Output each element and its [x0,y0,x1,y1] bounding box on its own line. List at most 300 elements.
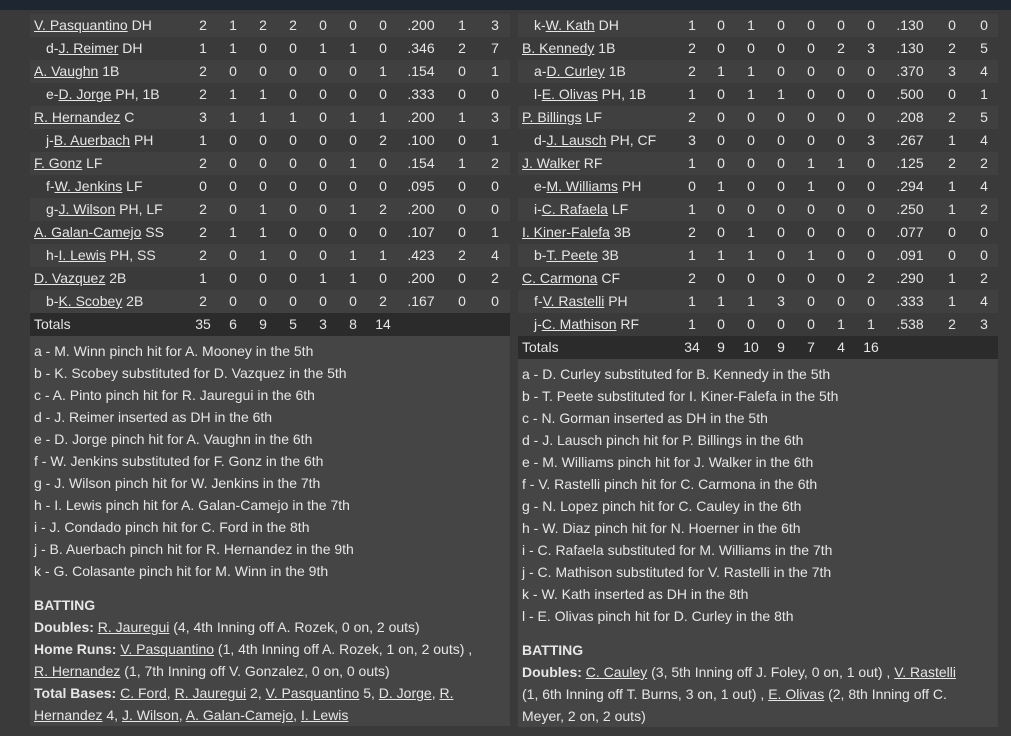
stat-cell: 0 [980,17,988,33]
sub-prefix: k- [534,17,546,33]
stat-cell: .091 [896,247,924,263]
stat-cell: 1 [349,155,357,171]
stat-cell: 0 [837,132,845,148]
stat-cell: 1 [349,40,357,56]
stat-cell: .208 [896,109,924,125]
player-cell [518,267,678,290]
stat-cell: 1 [747,17,755,33]
stat-cell: 2 [980,270,988,286]
stat-cell: .290 [896,270,924,286]
stat-cell: 1 [319,270,327,286]
stat-cell: 2 [458,247,466,263]
stat-cell: 0 [688,178,696,194]
sub-prefix: f- [46,178,55,194]
position: PH, 1B [111,86,160,102]
player-link[interactable]: V. Rastelli [542,293,605,309]
player-link[interactable]: P. Billings [522,109,582,125]
home-batting-table [30,14,510,336]
stat-cell: 0 [948,86,956,102]
doubles-line: Doubles: C. Cauley (3, 5th Inning off J. Foley, 0 on, 1 out) , V. Rastelli (1, 6th Inning off T. Burns, 3 on, 1 out) , E. Olivas (2, 8th Inning off C. Meyer, 2 on, 2 outs) [522,664,956,724]
player-link[interactable]: A. Galan-Camejo [185,707,294,723]
stat-cell: 0 [717,17,725,33]
stat-cell: 1 [199,132,207,148]
stat-cell: 0 [229,155,237,171]
stat-cell: 1 [688,316,696,332]
totals-cell [444,313,480,336]
stat-cell: 0 [458,132,466,148]
stat-cell: 0 [717,201,725,217]
stat-cell: 1 [717,247,725,263]
player-link[interactable]: V. Pasquantino [265,685,360,701]
stat-cell: 0 [837,270,845,286]
away-batting-section [518,629,998,727]
totals-cell: 8 [349,316,357,332]
stat-cell: 3 [491,17,499,33]
player-link[interactable]: J. Walker [522,155,580,171]
stat-cell: .077 [896,224,924,240]
stat-cell: 0 [289,155,297,171]
player-row [518,198,998,221]
stat-cell: 2 [948,155,956,171]
batting-header: BATTING [34,597,96,613]
stat-cell: 0 [458,63,466,79]
player-row [30,60,510,83]
player-link[interactable]: V. Pasquantino [34,17,128,33]
substitution-note: g - N. Lopez pinch hit for C. Cauley in the 6th [522,498,802,514]
stat-cell: 0 [259,155,267,171]
stat-cell: 0 [807,40,815,56]
player-link[interactable]: B. Kennedy [522,40,595,56]
player-row [518,14,998,37]
player-row [518,290,998,313]
stat-cell: 1 [747,86,755,102]
player-link[interactable]: V. Rastelli [894,664,956,680]
stat-cell: 0 [319,224,327,240]
substitution-note: l - E. Olivas pinch hit for D. Curley in the 8th [522,608,794,624]
player-link[interactable]: A. Vaughn [34,63,99,79]
stat-cell: .100 [407,132,435,148]
stat-cell: 0 [807,224,815,240]
player-link[interactable]: W. Jenkins [54,178,123,194]
stat-cell: 0 [289,86,297,102]
player-cell [30,267,188,290]
position: PH, 1B [597,86,647,102]
stat-cell: 1 [199,270,207,286]
stat-cell: 0 [289,178,297,194]
player-row [30,83,510,106]
position: RF [579,155,603,171]
stat-cell: 2 [688,109,696,125]
stat-cell: 0 [837,247,845,263]
stat-cell: 0 [867,63,875,79]
player-row [30,290,510,313]
player-link[interactable]: I. Lewis [58,247,106,263]
player-link[interactable]: R. Jauregui [174,685,247,701]
stat-cell: 0 [867,155,875,171]
player-link[interactable]: W. Kath [545,17,595,33]
stat-cell: 1 [807,155,815,171]
stat-cell: 0 [289,293,297,309]
stat-cell: 0 [777,201,785,217]
stat-cell: .154 [407,63,435,79]
stat-cell: 1 [491,63,499,79]
substitution-note: a - D. Curley substituted for B. Kennedy in the 5th [522,366,831,382]
stat-cell: .125 [896,155,924,171]
stat-cell: 1 [948,270,956,286]
stat-cell: 0 [319,63,327,79]
sub-prefix: a- [534,63,547,79]
stat-cell: 0 [837,63,845,79]
stat-cell: 2 [491,155,499,171]
totals-row [518,336,998,359]
stat-cell: 1 [319,40,327,56]
totals-cell: 34 [684,339,700,355]
totals-row [30,313,510,336]
player-cell [30,290,188,313]
stat-cell: 0 [747,178,755,194]
stat-cell: .167 [407,293,435,309]
away-substitution-notes [518,359,998,629]
stat-cell: 0 [777,17,785,33]
stat-cell: 0 [777,155,785,171]
stat-cell: 0 [807,86,815,102]
stat-cell: 2 [688,224,696,240]
stat-cell: 1 [349,247,357,263]
stat-cell: 1 [229,17,237,33]
stat-cell: 0 [837,201,845,217]
stat-cell: 0 [807,316,815,332]
player-link[interactable]: R. Hernandez [34,663,121,679]
player-link[interactable]: V. Pasquantino [120,641,215,657]
stat-cell: 0 [349,132,357,148]
stat-cell: 1 [229,109,237,125]
stat-cell: 2 [491,270,499,286]
stat-cell: 0 [747,40,755,56]
stat-cell: 2 [948,316,956,332]
stat-cell: 0 [259,178,267,194]
stat-cell: 2 [199,17,207,33]
stat-cell: 0 [867,201,875,217]
player-cell [518,37,678,60]
player-link[interactable]: J. Wilson [121,707,179,723]
home-box-score [30,14,510,726]
stat-cell: 0 [319,155,327,171]
stat-cell: 1 [688,293,696,309]
stat-cell: 1 [289,109,297,125]
stat-cell: 0 [458,178,466,194]
stat-cell: 1 [948,132,956,148]
stat-cell: 0 [747,109,755,125]
stat-cell: 0 [747,201,755,217]
stat-cell: 0 [379,40,387,56]
player-link[interactable]: I. Lewis [300,707,349,723]
player-link[interactable]: K. Scobey [58,293,123,309]
stat-cell: 3 [948,63,956,79]
totals-cell [970,336,998,359]
position: DH [127,17,152,33]
stat-cell: .154 [407,155,435,171]
substitution-note: h - I. Lewis pinch hit for A. Galan-Camejo in the 7th [34,497,350,513]
player-link[interactable]: J. Reimer [58,40,119,56]
player-link[interactable]: I. Kiner-Falefa [522,224,610,240]
stat-cell: 0 [379,270,387,286]
stat-cell: 0 [717,155,725,171]
stat-cell: 0 [777,63,785,79]
stat-cell: 0 [229,132,237,148]
substitution-note: f - V. Rastelli pinch hit for C. Carmona in the 6th [522,476,818,492]
substitution-note: g - J. Wilson pinch hit for W. Jenkins in the 7th [34,475,321,491]
player-link[interactable]: C. Rafaela [541,201,608,217]
player-link[interactable]: C. Ford [120,685,167,701]
player-link[interactable]: D. Jorge [58,86,112,102]
player-cell [30,83,188,106]
stat-cell: .200 [407,201,435,217]
stat-cell: 1 [747,63,755,79]
stat-cell: 0 [807,17,815,33]
stat-cell: 0 [289,270,297,286]
sub-prefix: h- [46,247,59,263]
substitution-note: e - M. Williams pinch hit for J. Walker in the 6th [522,454,814,470]
player-cell [30,60,188,83]
stat-cell: 2 [948,109,956,125]
stat-cell: 0 [867,109,875,125]
stat-cell: 1 [747,247,755,263]
stat-cell: 0 [837,178,845,194]
stat-cell: 2 [379,293,387,309]
position: 3B [609,224,631,240]
sub-prefix: e- [46,86,59,102]
player-link[interactable]: Hernandez [34,707,103,723]
top-bar [0,0,1011,10]
stat-cell: 0 [229,293,237,309]
stat-cell: 2 [980,201,988,217]
stat-cell: .200 [407,270,435,286]
player-link[interactable]: J. Lausch [546,132,607,148]
totals-cell: 3 [319,316,327,332]
stat-cell: 0 [867,86,875,102]
player-link[interactable]: A. Galan-Camejo [34,224,142,240]
stat-cell: 0 [379,86,387,102]
home-batting-section [30,584,510,726]
player-link[interactable]: C. Carmona [522,270,598,286]
player-link[interactable]: J. Wilson [58,201,116,217]
player-cell [518,198,678,221]
stat-cell: 0 [807,63,815,79]
totals-cell: 9 [777,339,785,355]
stat-cell: 0 [458,86,466,102]
stat-cell: 0 [289,201,297,217]
stat-cell: .500 [896,86,924,102]
stat-cell: 1 [867,316,875,332]
stat-cell: 1 [259,247,267,263]
totals-cell: 9 [259,316,267,332]
player-row [518,313,998,336]
stat-cell: 0 [777,132,785,148]
substitution-note: d - J. Lausch pinch hit for P. Billings in the 6th [522,432,804,448]
substitution-note: h - W. Diaz pinch hit for N. Hoerner in the 6th [522,520,801,536]
position: SS [141,224,164,240]
stat-cell: 0 [319,247,327,263]
player-link[interactable]: R. Jauregui [97,619,170,635]
stat-cell: .200 [407,109,435,125]
player-link[interactable]: D. Curley [546,63,605,79]
stat-cell: 3 [867,132,875,148]
stat-cell: 2 [980,155,988,171]
stat-cell: 4 [980,293,988,309]
stat-cell: 0 [717,132,725,148]
player-link[interactable]: D. Jorge [378,685,432,701]
stat-cell: 0 [259,40,267,56]
position: LF [122,178,143,194]
stat-cell: 0 [807,109,815,125]
stat-cell: 4 [491,247,499,263]
stat-cell: 0 [777,40,785,56]
stat-cell: 2 [289,17,297,33]
stat-cell: .130 [896,17,924,33]
stat-cell: 2 [867,270,875,286]
position: LF [581,109,602,125]
stat-cell: 3 [688,132,696,148]
stat-cell: 2 [688,40,696,56]
stat-cell: 1 [229,40,237,56]
player-link[interactable]: B. Auerbach [53,132,131,148]
stat-cell: 0 [289,63,297,79]
stat-cell: 1 [948,178,956,194]
stat-cell: 0 [807,270,815,286]
player-cell [518,244,678,267]
stat-cell: 0 [867,17,875,33]
totals-cell: 5 [289,316,297,332]
stat-cell: 1 [948,201,956,217]
stat-cell: .107 [407,224,435,240]
stat-cell: 3 [777,293,785,309]
player-link[interactable]: T. Peete [546,247,598,263]
stat-cell: 1 [379,63,387,79]
stat-cell: 0 [229,247,237,263]
player-row [30,198,510,221]
totals-cell: 10 [743,339,759,355]
substitution-note: b - K. Scobey substituted for D. Vazquez in the 5th [34,365,347,381]
position: C [120,109,135,125]
player-cell [30,198,188,221]
player-link[interactable]: R. [439,685,454,701]
totals-cell [934,336,970,359]
stat-cell: 0 [777,224,785,240]
stat-cell: 3 [199,109,207,125]
player-cell [518,14,678,37]
totals-cell [480,313,510,336]
stat-cell: 0 [319,132,327,148]
stat-cell: 0 [980,224,988,240]
player-cell [30,244,188,267]
stat-cell: 1 [688,247,696,263]
stat-cell: 1 [379,247,387,263]
stat-cell: 0 [349,63,357,79]
substitution-note: e - D. Jorge pinch hit for A. Vaughn in the 6th [34,431,313,447]
player-row [30,175,510,198]
stat-cell: 0 [319,201,327,217]
stat-cell: .294 [896,178,924,194]
stat-cell: 0 [777,178,785,194]
stat-cell: 5 [980,109,988,125]
stat-cell: 1 [259,86,267,102]
stat-cell: 0 [458,270,466,286]
stat-cell: 4 [980,63,988,79]
sub-prefix: j- [46,132,54,148]
sub-prefix: f- [534,293,543,309]
player-cell [518,129,678,152]
sub-prefix: e- [534,178,547,194]
position: PH [130,132,154,148]
stat-cell: 0 [807,201,815,217]
player-row [518,106,998,129]
stat-cell: 2 [199,155,207,171]
stat-cell: 0 [229,201,237,217]
player-link[interactable]: R. Hernandez [34,109,121,125]
sub-prefix: i- [534,201,542,217]
player-link[interactable]: D. Vazquez [34,270,106,286]
stat-cell: 1 [717,63,725,79]
player-link[interactable]: C. Cauley [585,664,648,680]
player-row [30,152,510,175]
stat-cell: 1 [948,293,956,309]
position: 2B [122,293,144,309]
player-link[interactable]: C. Mathison [541,316,617,332]
stat-cell: 0 [717,109,725,125]
stat-cell: 0 [379,155,387,171]
stat-cell: .267 [896,132,924,148]
player-row [30,221,510,244]
stat-cell: 1 [349,270,357,286]
stat-cell: 1 [458,155,466,171]
player-row [30,244,510,267]
player-link[interactable]: E. Olivas [768,686,825,702]
position: DH [118,40,143,56]
stat-cell: 1 [747,224,755,240]
stat-cell: 0 [349,86,357,102]
player-link[interactable]: E. Olivas [541,86,598,102]
stat-cell: 0 [319,17,327,33]
substitution-note: b - T. Peete substituted for I. Kiner-Falefa in the 5th [522,388,839,404]
stat-cell: 0 [491,178,499,194]
stat-cell: 0 [349,293,357,309]
player-link[interactable]: F. Gonz [34,155,83,171]
stat-cell: 1 [777,86,785,102]
stat-cell: 2 [199,224,207,240]
stat-cell: 1 [688,17,696,33]
doubles-line: Doubles: R. Jauregui (4, 4th Inning off A. Rozek, 0 on, 2 outs) [34,619,420,635]
stat-cell: 0 [259,63,267,79]
totals-label: Totals [34,316,71,332]
player-cell [30,129,188,152]
substitution-note: i - J. Condado pinch hit for C. Ford in the 8th [34,519,310,535]
stat-cell: 1 [349,109,357,125]
stat-cell: 0 [777,270,785,286]
stat-cell: 2 [948,40,956,56]
stat-cell: 0 [319,293,327,309]
player-cell [518,221,678,244]
stat-cell: 1 [688,201,696,217]
totals-cell: 6 [229,316,237,332]
stat-cell: 1 [807,247,815,263]
stat-cell: 0 [948,247,956,263]
stat-cell: 0 [229,270,237,286]
player-link[interactable]: M. Williams [546,178,618,194]
position: DH [594,17,619,33]
totals-cell: 9 [717,339,725,355]
stat-cell: 0 [289,132,297,148]
sub-prefix: g- [46,201,59,217]
